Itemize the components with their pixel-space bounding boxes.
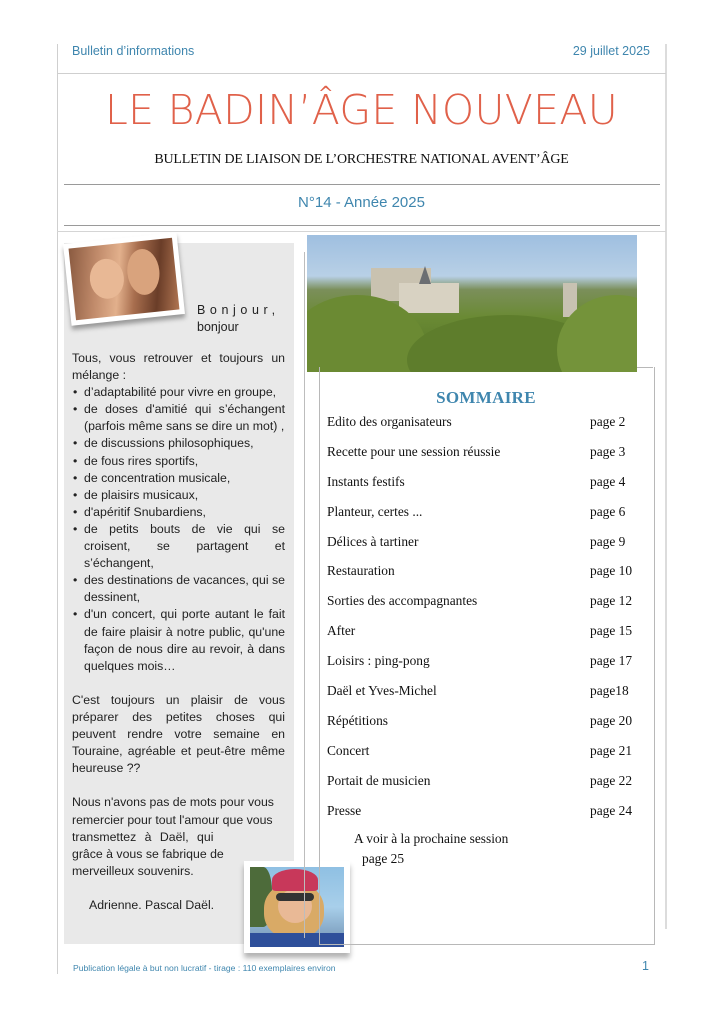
- toc-label: Concert: [327, 742, 370, 758]
- toc-page: page18: [590, 683, 629, 699]
- toc-label: Répétitions: [327, 712, 388, 728]
- toc-label: Presse: [327, 802, 362, 818]
- paragraph-3-line: merveilleux souvenirs.: [72, 863, 194, 878]
- toc-entry[interactable]: [327, 443, 647, 473]
- rule-bottom: [64, 225, 660, 226]
- sommaire-content: [327, 413, 647, 867]
- toc-next-session-page: page 25: [362, 851, 405, 867]
- newsletter-subtitle: BULLETIN DE LIAISON DE L’ORCHESTRE NATIONAL AVENT’ÂGE: [154, 152, 569, 167]
- sommaire-title: SOMMAIRE: [436, 388, 536, 407]
- spacer: [72, 777, 285, 794]
- toc-entry[interactable]: [327, 413, 647, 443]
- toc-entry[interactable]: [327, 592, 647, 622]
- edito-list-item: • d'apéritif Snubardiens,: [72, 504, 285, 521]
- bulletin-label: Bulletin d’informations: [72, 44, 195, 58]
- toc-page: page 22: [590, 772, 633, 788]
- toc-page: page 15: [590, 623, 633, 639]
- edito-signature: Adrienne. Pascal Daël.: [89, 897, 215, 912]
- toc-label: Instants festifs: [327, 473, 405, 489]
- toc-label: After: [327, 623, 356, 639]
- edito-list-item: • des destinations de vacances, qui se dessinent,: [72, 572, 285, 606]
- toc-entry[interactable]: [327, 712, 647, 742]
- toc-entry[interactable]: [327, 682, 647, 712]
- edito-list-item: • de concentration musicale,: [72, 470, 285, 487]
- edito-list-item: • de fous rires sportifs,: [72, 453, 285, 470]
- edito-list-item: • de discussions philosophiques,: [72, 435, 285, 452]
- toc-page: page 2: [590, 414, 626, 429]
- bulletin-date: 29 juillet 2025: [572, 44, 650, 58]
- rule-frame: [57, 231, 666, 232]
- toc-page: page 10: [590, 563, 633, 579]
- toc-entry[interactable]: [327, 802, 647, 832]
- sommaire-box-top: [637, 367, 653, 368]
- toc-label: Planteur, certes ...: [327, 503, 423, 519]
- toc-entry[interactable]: [327, 533, 647, 563]
- greeting-line-2: bonjour: [197, 320, 239, 334]
- toc-page: page 20: [590, 712, 633, 728]
- edito-list-item: • de plaisirs musicaux,: [72, 487, 285, 504]
- toc-entry[interactable]: [327, 473, 647, 503]
- edito-intro: Tous, vous retrouver et toujours un mélange :: [72, 351, 285, 383]
- toc-page: page 4: [590, 473, 626, 489]
- legal-footer: Publication légale à but non lucratif - tirage : 110 exemplaires environ: [73, 963, 336, 973]
- toc-page: page 12: [590, 593, 633, 609]
- paragraph-3-line: transmettez à Daël, qui: [72, 829, 214, 844]
- castle-landscape-photo: [307, 235, 637, 372]
- toc-entry[interactable]: [327, 622, 647, 652]
- toc-label: Edito des organisateurs: [327, 414, 452, 429]
- toc-label: Délices à tartiner: [327, 533, 419, 549]
- toc-entry[interactable]: [327, 562, 647, 592]
- toc-label: Daël et Yves-Michel: [327, 683, 437, 699]
- page-number: 1: [642, 959, 649, 973]
- issue-number: N°14 - Année 2025: [298, 194, 425, 211]
- paragraph-3-line: remercier pour tout l'amour que vous: [72, 812, 273, 827]
- edito-list-item: • d’adaptabilité pour vivre en groupe,: [72, 384, 285, 401]
- toc-page: page 3: [590, 443, 626, 459]
- edito-paragraph-2: C'est toujours un plaisir de vous préparer des petites choses qui peuvent rendre votre semaine en Touraine, agréable et peut-être même heureuse ??: [72, 692, 285, 776]
- column-divider: [304, 252, 305, 938]
- spacer: [72, 675, 285, 692]
- toc-entry[interactable]: [327, 503, 647, 533]
- toc-page: page 6: [590, 503, 626, 519]
- header-divider: [57, 73, 666, 74]
- paragraph-3-line: grâce à vous se fabrique de: [72, 846, 224, 861]
- toc-entry[interactable]: [327, 772, 647, 802]
- couple-photo: [63, 232, 185, 325]
- page-frame-left: [57, 44, 58, 974]
- rule-top: [64, 184, 660, 185]
- edito-list-item: • de petits bouts de vie qui se croisent, se partagent et s’échangent,: [72, 521, 285, 572]
- edito-list-item: • de doses d'amitié qui s’échangent (parfois même sans se dire un mot) ,: [72, 401, 285, 435]
- toc-entry[interactable]: [327, 742, 647, 772]
- toc-page: page 9: [590, 533, 626, 549]
- greeting: [197, 302, 289, 336]
- toc-entry[interactable]: [327, 652, 647, 682]
- toc-label: Recette pour une session réussie: [327, 443, 501, 459]
- page-frame-right: [665, 44, 667, 929]
- toc-next-session-label: A voir à la prochaine session: [354, 831, 509, 847]
- toc-label: Restauration: [327, 563, 395, 579]
- newsletter-title: LE BADIN’ÂGE NOUVEAU: [104, 86, 619, 134]
- edito-text: [72, 350, 285, 938]
- toc-label: Loisirs : ping-pong: [327, 653, 430, 669]
- greeting-line-1: Bonjour,: [197, 303, 280, 317]
- toc-label: Portait de musicien: [327, 772, 431, 788]
- paragraph-3-line: Nous n'avons pas de mots pour vous: [72, 795, 274, 810]
- toc-page: page 21: [590, 742, 633, 758]
- toc-label: Sorties des accompagnantes: [327, 593, 478, 609]
- toc-page: page 24: [590, 802, 633, 818]
- edito-list-item: • d'un concert, qui porte autant le fait de faire plaisir à notre public, qu'une façon de nous dire au revoir, à dans quelques mois…: [72, 606, 285, 674]
- edito-list: [72, 384, 285, 675]
- sommaire-list: [327, 413, 647, 831]
- toc-page: page 17: [590, 653, 633, 669]
- couple-photo-image: [69, 238, 180, 320]
